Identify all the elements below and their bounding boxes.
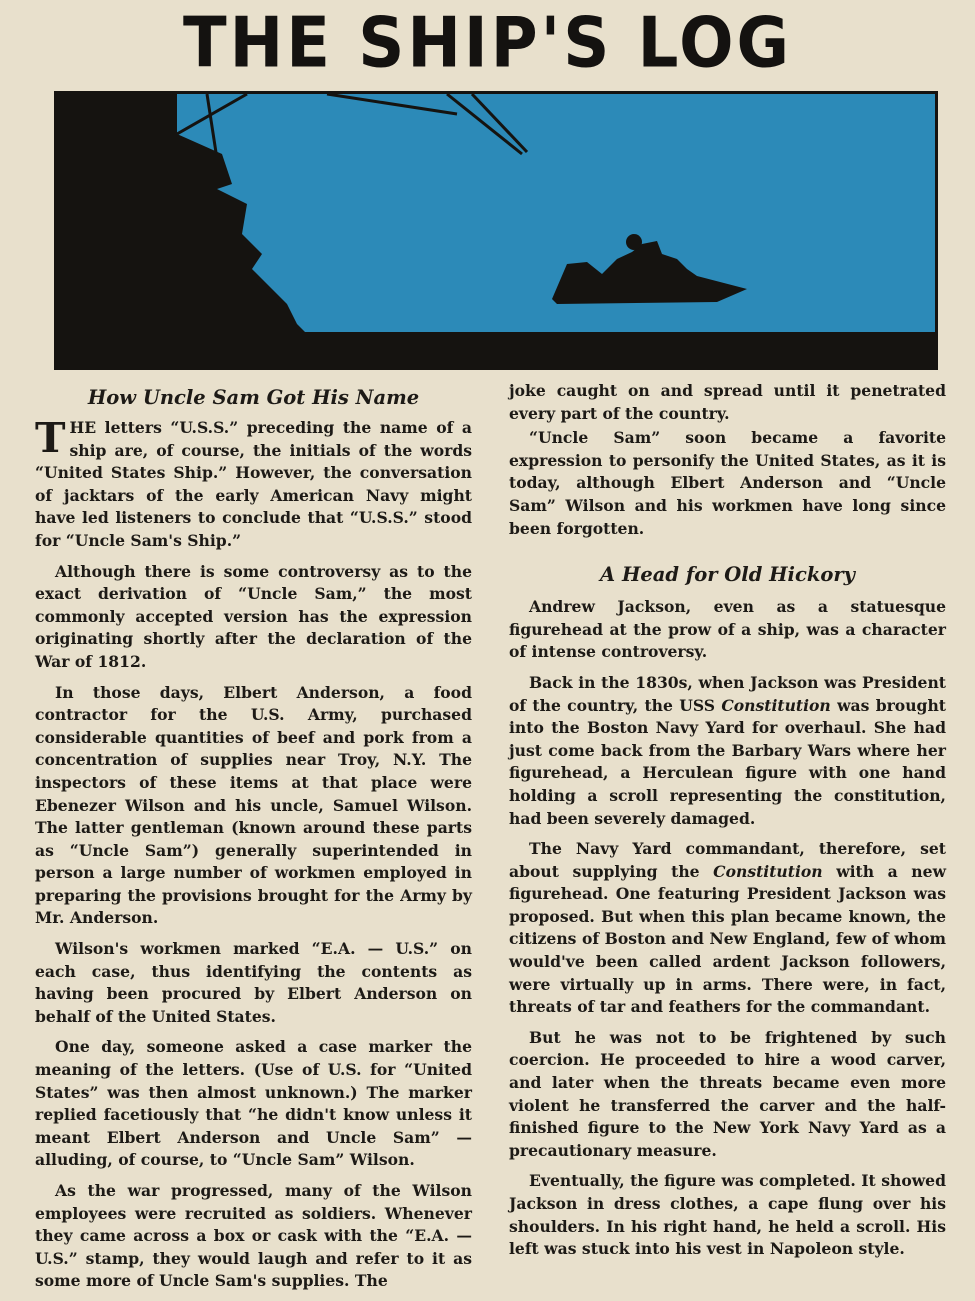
article2-heading: A Head for Old Hickory <box>600 563 855 587</box>
article1-paragraph-2: Although there is some controversy as to the exact derivation of “Uncle Sam,” the most commonly accepted version has the expression originating shortly after the declaration of the War of 1812. <box>35 561 472 671</box>
rower-head <box>626 234 642 250</box>
ship-name-constitution-2: Constitution <box>713 861 823 881</box>
article2-p2-end: was brought into the Boston Navy Yard for overhaul. She had just come back from the Barbary Wars where her figurehead, a Herculean figure with one hand holding a scroll representing the constitution, had been severely damaged. <box>509 695 946 828</box>
ship-name-constitution: Constitution <box>721 695 831 715</box>
left-column <box>35 385 472 1301</box>
article2-p3-start: The Navy Yard commandant, therefore, set about supplying the <box>509 839 946 881</box>
article1-paragraph-4: Wilson's workmen marked “E.A. — U.S.” on each case, thus identifying the contents as having been procured by Elbert Anderson on behalf of the United States. <box>35 939 472 1026</box>
article1-paragraph-1-text: HE letters “U.S.S.” preceding the name of a ship are, of course, the initials of the words “United States Ship.” However, the conversation of jacktars of the early American Navy might have led listeners to conclude that “U.S.S.” stood for “Uncle Sam's Ship.” <box>35 418 472 550</box>
article1-paragraph-6: As the war progressed, many of the Wilson employees were recruited as soldiers. Whenever they came across a box or cask with the “E.A. —U.S.” stamp, they would laugh and refer to it as some more of Uncle Sam's supplies. The <box>35 1181 472 1291</box>
drop-cap: T <box>35 414 66 462</box>
article1-paragraph-3: In those days, Elbert Anderson, a food contractor for the U.S. Army, purchased considerable quantities of beef and pork from a concentration of supplies near Troy, N.Y. The inspectors of these items at that place were Ebenezer Wilson and his uncle, Samuel Wilson. The latter gentleman (known around these parts as “Uncle Sam”) generally superintended in person a large number of workmen employed in preparing the provisions brought for the Army by Mr. Anderson. <box>35 682 472 928</box>
article2-paragraph-2 <box>509 672 946 830</box>
article1-paragraph-1 <box>35 414 472 553</box>
article2-paragraph-3 <box>509 838 946 1019</box>
article2-paragraph-1: Andrew Jackson, even as a statuesque figurehead at the prow of a ship, was a character of intense controversy. <box>509 597 946 662</box>
article2-p3-end: with a new figurehead. One featuring President Jackson was proposed. But when this plan became known, the citizens of Boston and New England, few of whom would've been called ardent Jackson followers, were virtually up in arms. There were, in fact, threats of tar and feathers for the commandant. <box>509 861 946 1017</box>
masthead-title: THE SHIP'S LOG <box>183 4 792 84</box>
article2-paragraph-4: But he was not to be frightened by such coercion. He proceeded to hire a wood carver, and later when the threats became even more violent he transferred the carver and the half-finished figure to the New York Navy Yard as a precautionary measure. <box>509 1027 946 1160</box>
ship-silhouette-image <box>57 94 935 367</box>
article2-p2-start: Back in the 1830s, when Jackson was President of the country, the USS <box>509 672 946 715</box>
sea-foreground <box>57 332 935 367</box>
right-column <box>509 380 946 1269</box>
article1-paragraph-5: One day, someone asked a case marker the meaning of the letters. (Use of U.S. for “United States” was then almost unknown.) The marker replied facetiously that “he didn't know unless it meant Elbert Anderson and Uncle Sam” — alluding, of course, to “Uncle Sam” Wilson. <box>35 1037 472 1170</box>
article1-heading: How Uncle Sam Got His Name <box>87 386 420 409</box>
article1-paragraph-6-continued: joke caught on and spread until it penetrated every part of the country. <box>509 381 946 423</box>
ship-illustration <box>54 91 938 370</box>
article2-paragraph-5: Eventually, the figure was completed. It showed Jackson in dress clothes, a cape flung over his shoulders. In his right hand, he held a scroll. His left was stuck into his vest in Napoleon style. <box>509 1171 946 1259</box>
article1-paragraph-7: “Uncle Sam” soon became a favorite expression to personify the United States, as it is today, although Elbert Anderson and “Uncle Sam” Wilson and his workmen have long since been forgotten. <box>509 428 946 538</box>
